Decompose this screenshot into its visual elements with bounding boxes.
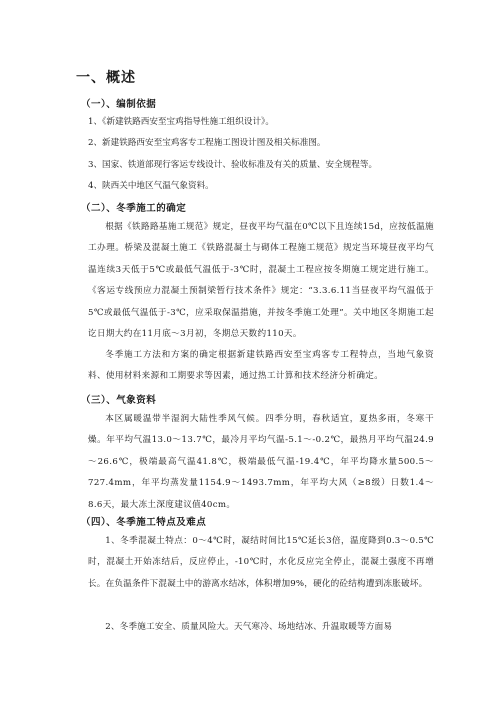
list-item: 2、新建铁路西安至宝鸡客专工程施工图设计图及相关标准图。 [88,138,326,148]
list-item: 3、国家、铁道部现行客运专线设计、验收标准及有关的质量、安全规程等。 [88,160,378,170]
paragraph: 根据《铁路路基施工规范》规定，昼夜平均气温在0℃以下且连续15d，应按低温施工办理。桥梁及混凝土施工《铁路混凝土与砌体工程施工规范》规定当环境昼夜平均气温连续3天低于5℃或最低气温低于-3℃时，混凝土工程应按冬期施工规定进行施工。《客运专线预应力混凝土预制梁暂行技术条件》规定：“3.3.6.11当昼夜平均气温低于5℃或最低气温低于-3℃，应采取保温措施，并按冬季施工处理”。关中地区冬期施工起讫日期大约在11月底～3月初，冬期总天数约110天。 [88,222,434,340]
chapter-title: 一、概述 [76,70,136,86]
section-heading-winter-determination: （二）、冬季施工的确定 [81,203,187,214]
paragraph: 2、冬季施工安全、质量风险大。天气寒冷、场地结冰、升温取暖等方面易 [105,622,393,632]
list-item: 1、《新建铁路西安至宝鸡指导性施工组织设计》。 [88,117,274,127]
section-heading-basis: （一）、编制依据 [81,99,157,110]
section-heading-weather: （三）、气象资料 [81,395,157,406]
section-heading-features: （四）、冬季施工特点及难点 [81,517,207,528]
paragraph: 冬季施工方法和方案的确定根据新建铁路西安至宝鸡客专工程特点，当地气象资料、使用材料来源和工期要求等因素，通过热工计算和技术经济分析确定。 [88,350,434,382]
list-item: 4、陕西关中地区气温气象资料。 [88,181,214,191]
paragraph: 本区属暖温带半湿润大陆性季风气候。四季分明，春秋适宜，夏热多雨，冬寒干燥。年平均气温13.0～13.7℃，最冷月平均气温-5.1～-0.2℃，最热月平均气温24.9～26.6℃，极端最高气温41.8℃，极端最低气温-19.4℃，年平均降水量500.5～727.4mm，年平均蒸发量1154.9～1493.7mm，年平均大风（≥8级）日数1.4～8.6天，最大冻土深度建议值40cm。 [88,414,434,510]
paragraph: 1、冬季混凝土特点：0～4℃时，凝结时间比15℃延长3倍，温度降到0.3～0.5℃时，混凝土开始冻结后，反应停止，-10℃时，水化反应完全停止，混凝土强度不再增长。在负温条件下混凝土中的游离水结冰，体积增加9%，硬化的砼结构遭到冻胀破坏。 [88,536,434,589]
